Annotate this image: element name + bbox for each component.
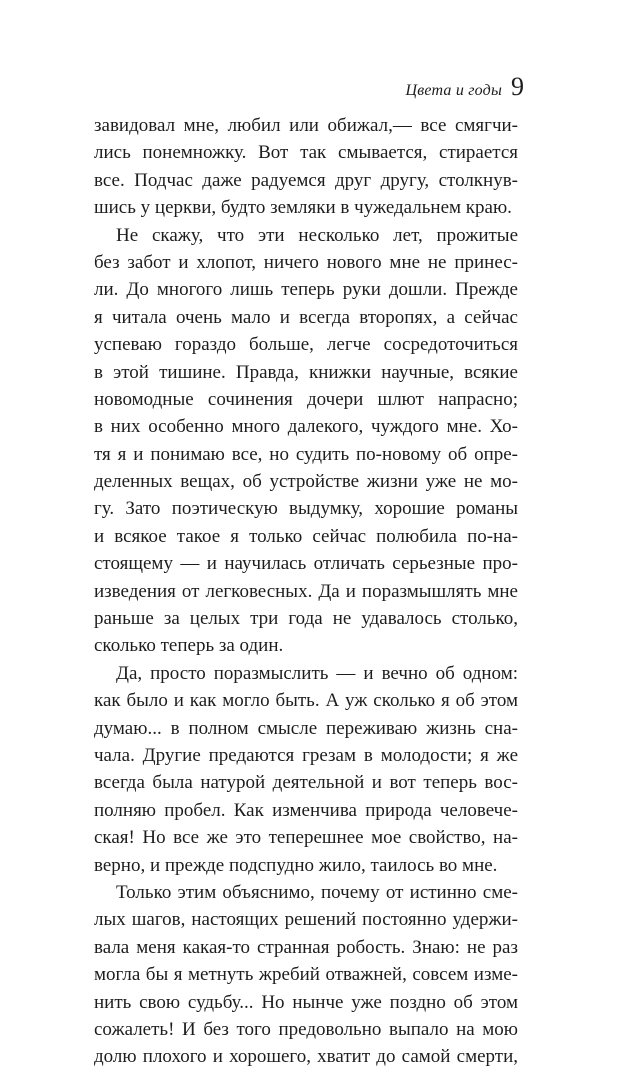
text-line: нить свою судьбу... Но нынче уже поздно об этом [94, 991, 518, 1013]
text-line: успеваю гораздо больше, легче сосредоточиться [94, 334, 518, 356]
text-line: всегда была натурой деятельной и вот теперь вос- [94, 772, 518, 794]
text-line: раньше за целых три года не удавалось столько, [94, 608, 518, 630]
text-line: верно, и прежде подспудно жило, таилось во мне. [94, 854, 498, 876]
text-line: ли. До многого лишь теперь руки дошли. Прежде [94, 279, 518, 301]
text-line: вала меня какая-то странная робость. Знаю: не раз [94, 936, 518, 958]
text-line: в них особенно много далекого, чуждого мне. Хо- [94, 416, 518, 438]
text-line: полняю пробел. Как изменчива природа человече- [94, 799, 518, 821]
text-line: ская! Но все же это теперешнее мое свойство, на- [94, 827, 518, 849]
text-line: деленных вещах, об устройстве жизни уже не мо- [94, 471, 518, 493]
text-line: изведения от легковесных. Да и поразмышлять мне [94, 580, 518, 602]
running-title: Цвета и годы [405, 82, 502, 99]
text-line: сколько теперь за один. [94, 635, 284, 657]
text-line: тя я и понимаю все, но судить по-новому об опре- [94, 443, 518, 465]
text-line: сожалеть! И без того предовольно выпало на мою [94, 1018, 518, 1040]
text-line: в этой тишине. Правда, книжки научные, всякие [94, 361, 518, 383]
text-line: завидовал мне, любил или обижал,— все смягчи- [94, 115, 518, 136]
text-line: могла бы я метнуть жребий отважней, совсем изме- [94, 964, 518, 986]
text-line: долю плохого и хорошего, хватит до самой смерти, [94, 1046, 518, 1068]
text-line: стоящему — и научилась отличать серьезные про- [94, 553, 518, 575]
running-header [405, 74, 524, 100]
page-number: 9 [511, 72, 524, 101]
text-line: Да, просто поразмыслить — и вечно об одном: [116, 662, 518, 684]
text-line: новомодные сочинения дочери шлют напрасно; [94, 388, 518, 410]
text-line: без забот и хлопот, ничего нового мне не принес- [94, 251, 518, 273]
text-line: думаю... в полном смысле переживаю жизнь сна- [94, 717, 518, 739]
text-line: лых шагов, настоящих решений постоянно удержи- [94, 909, 518, 931]
text-line: чала. Другие предаются грезам в молодости; я же [94, 744, 518, 766]
text-line: я читала очень мало и всегда второпях, а сейчас [94, 306, 518, 328]
body-text [94, 112, 518, 1071]
text-line: как было и как могло быть. А уж сколько я об этом [94, 690, 518, 712]
text-line: гу. Зато поэтическую выдумку, хорошие романы [94, 498, 518, 520]
text-line: все. Подчас даже радуемся друг другу, столкнув- [94, 169, 518, 191]
text-line: Только этим объяснимо, почему от истинно сме- [116, 881, 518, 903]
text-line: шись у церкви, будто земляки в чужедальнем краю. [94, 197, 512, 219]
text-line: лись понемножку. Вот так смывается, стирается [94, 142, 518, 164]
text-line: Не скажу, что эти несколько лет, прожитые [116, 224, 518, 246]
text-line: и всякое такое я только сейчас полюбила по-на- [94, 525, 518, 547]
